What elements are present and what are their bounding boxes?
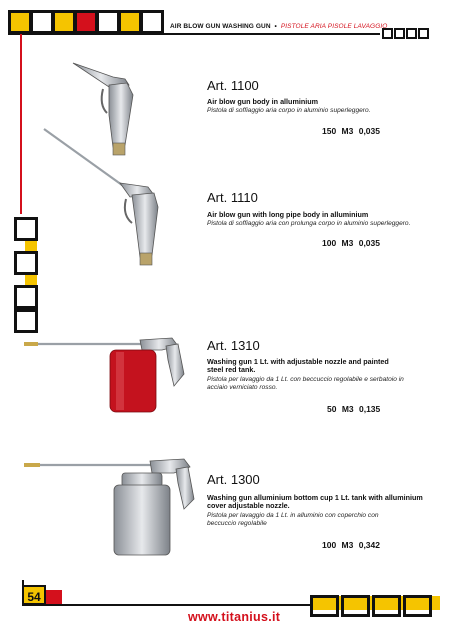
website-link[interactable]: www.titanius.it xyxy=(188,610,281,624)
red-tank-gun-image xyxy=(22,330,192,420)
product-art-number: Art. 1110 xyxy=(207,190,258,205)
header-rule xyxy=(8,33,380,35)
page-accent xyxy=(46,590,62,604)
footer-boxes xyxy=(310,595,434,622)
header-subtitle: PISTOLE ARIA PISOLE LAVAGGIO xyxy=(280,23,388,30)
header-title: AIR BLOW GUN WASHING GUN • PISTOLE ARIA PISOLE LAVAGGIO xyxy=(170,23,388,30)
product-description-en: Air blow gun body in alluminium xyxy=(207,97,319,106)
product-packaging: 100 M3 0,035 xyxy=(322,238,380,248)
product-description-en: Washing gun 1 Lt. with adjustable nozzle and painted steel red tank. xyxy=(207,357,389,374)
product-art-number: Art. 1300 xyxy=(207,472,260,487)
footer-rule xyxy=(22,604,312,606)
product-packaging: 150 M3 0,035 xyxy=(322,126,380,136)
product-description-it: Pistola di soffiaggio aria corpo in aluminio superleggero. xyxy=(207,107,371,114)
product-description-it: Pistola di soffiaggio aria con prolunga corpo in aluminio superleggero. xyxy=(207,220,411,227)
aluminium-cup-gun-image xyxy=(22,455,202,560)
side-square xyxy=(14,217,38,241)
page-number: 54 xyxy=(22,585,46,605)
product-description-en: Air blow gun with long pipe body in alluminium xyxy=(207,210,369,219)
side-square xyxy=(14,251,38,275)
product-packaging: 50 M3 0,135 xyxy=(327,404,381,414)
product-description-it: Pistola per lavaggio da 1 Lt. con beccuccio regolabile e serbatoio in acciaio verniciato rosso. xyxy=(207,376,404,391)
side-rule xyxy=(20,34,22,214)
long-pipe-gun-image xyxy=(40,125,170,275)
product-description-it: Pistola per lavaggio da 1 Lt. in alluminio con coperchio con beccuccio regolabile xyxy=(207,512,379,527)
header-boxes xyxy=(382,26,430,44)
product-description-en: Washing gun alluminium bottom cup 1 Lt. tank with alluminium cover adjustable nozzle. xyxy=(207,493,423,510)
product-art-number: Art. 1100 xyxy=(207,78,259,93)
side-square xyxy=(14,285,38,309)
product-art-number: Art. 1310 xyxy=(207,338,260,353)
product-packaging: 100 M3 0,342 xyxy=(322,540,380,550)
